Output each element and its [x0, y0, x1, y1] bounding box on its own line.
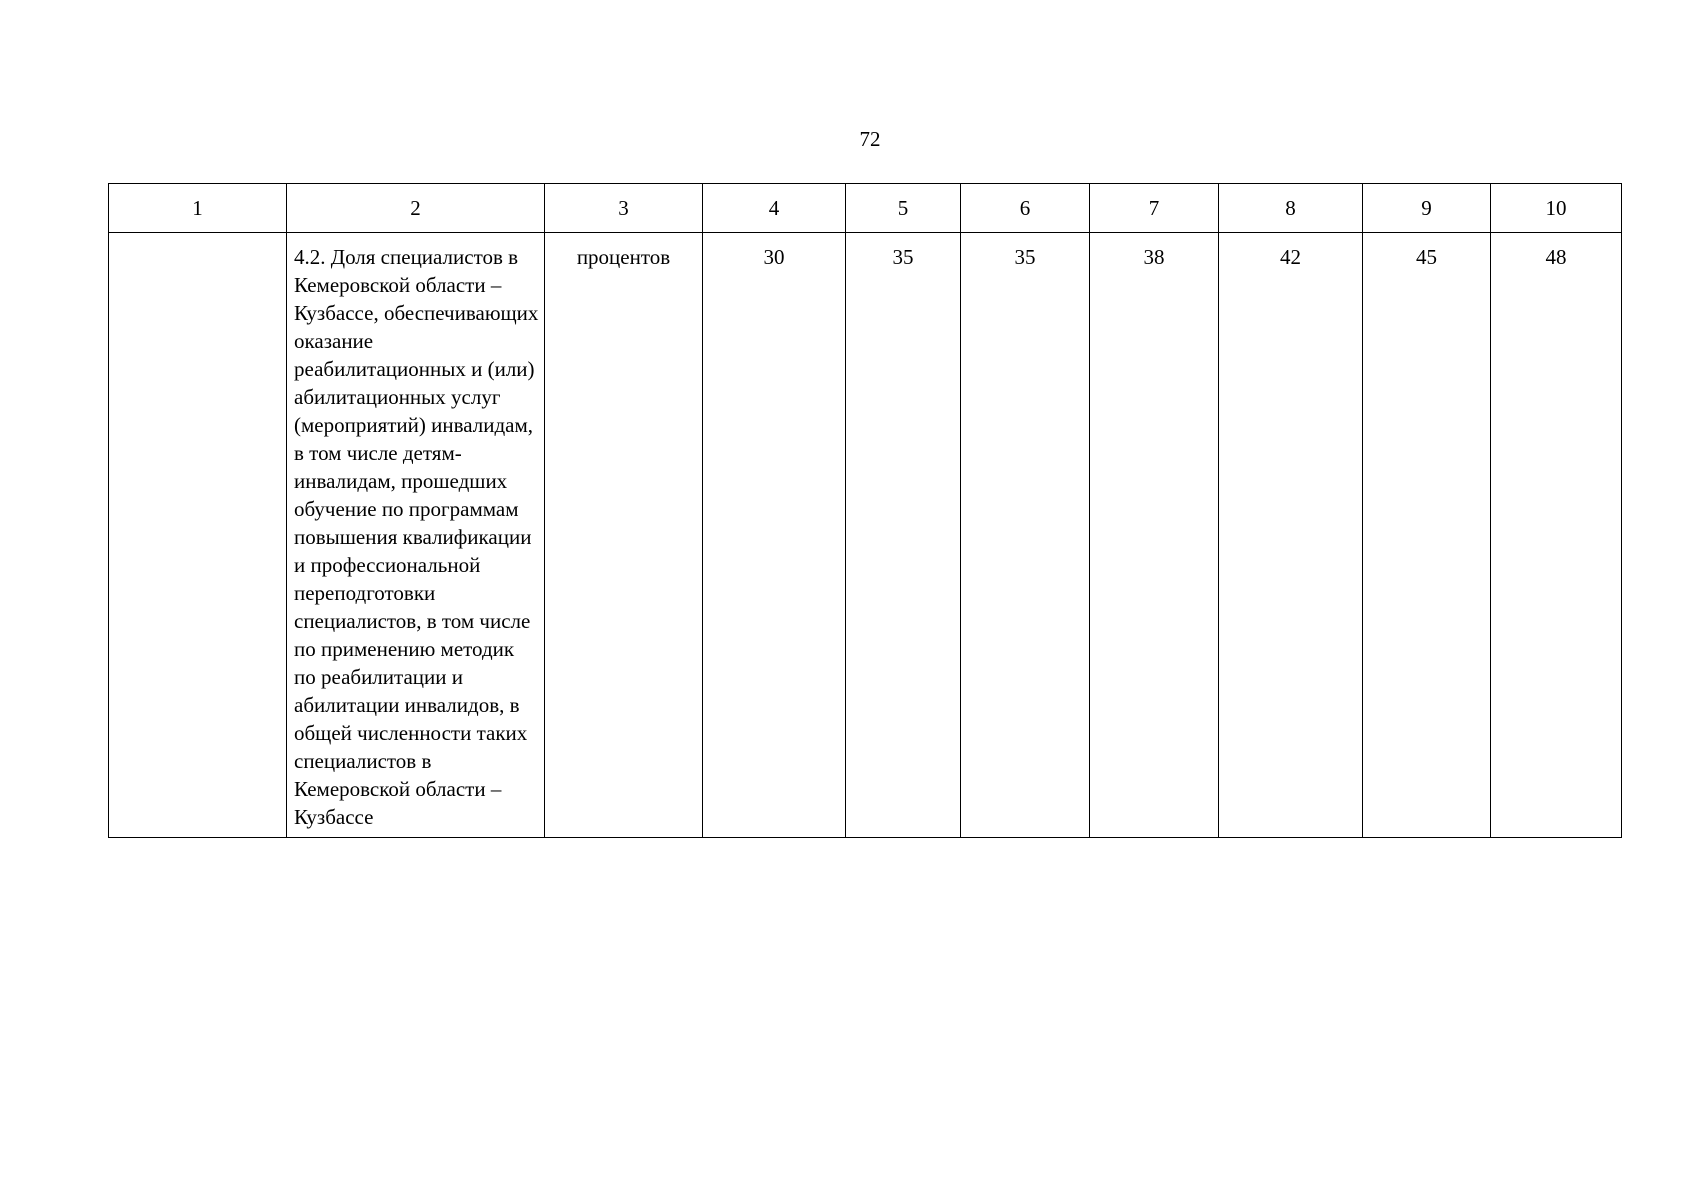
cell-value-col8: 42: [1219, 233, 1363, 838]
cell-value-col9: 45: [1363, 233, 1491, 838]
header-row: [109, 184, 1622, 233]
cell-unit: процентов: [545, 233, 703, 838]
cell-value-col7: 38: [1090, 233, 1219, 838]
page-number: 72: [859, 127, 881, 151]
header-cell-7: 7: [1090, 184, 1219, 233]
header-cell-4: 4: [703, 184, 846, 233]
table-header: [109, 184, 1622, 233]
cell-value-col5: 35: [846, 233, 961, 838]
data-table: [108, 183, 1622, 838]
header-cell-3: 3: [545, 184, 703, 233]
cell-indicator-description: 4.2. Доля специалистов в Кемеровской области – Кузбассе, обеспечивающих оказание реабилитационных и (или) абилитационных услуг (мероприятий) инвалидам, в том числе детям-инвалидам, прошедших обучение по программам повышения квалификации и профессиональной переподготовки специалистов, в том числе по применению методик по реабилитации и абилитации инвалидов, в общей численности таких специалистов в Кемеровской области – Кузбассе: [287, 233, 545, 838]
header-cell-9: 9: [1363, 184, 1491, 233]
cell-value-col10: 48: [1491, 233, 1622, 838]
header-cell-8: 8: [1219, 184, 1363, 233]
cell-value-col4: 30: [703, 233, 846, 838]
table-row: [109, 233, 1622, 838]
header-cell-5: 5: [846, 184, 961, 233]
header-cell-1: 1: [109, 184, 287, 233]
header-cell-6: 6: [961, 184, 1090, 233]
header-cell-2: 2: [287, 184, 545, 233]
header-cell-10: 10: [1491, 184, 1622, 233]
cell-number: [109, 233, 287, 838]
cell-value-col6: 35: [961, 233, 1090, 838]
